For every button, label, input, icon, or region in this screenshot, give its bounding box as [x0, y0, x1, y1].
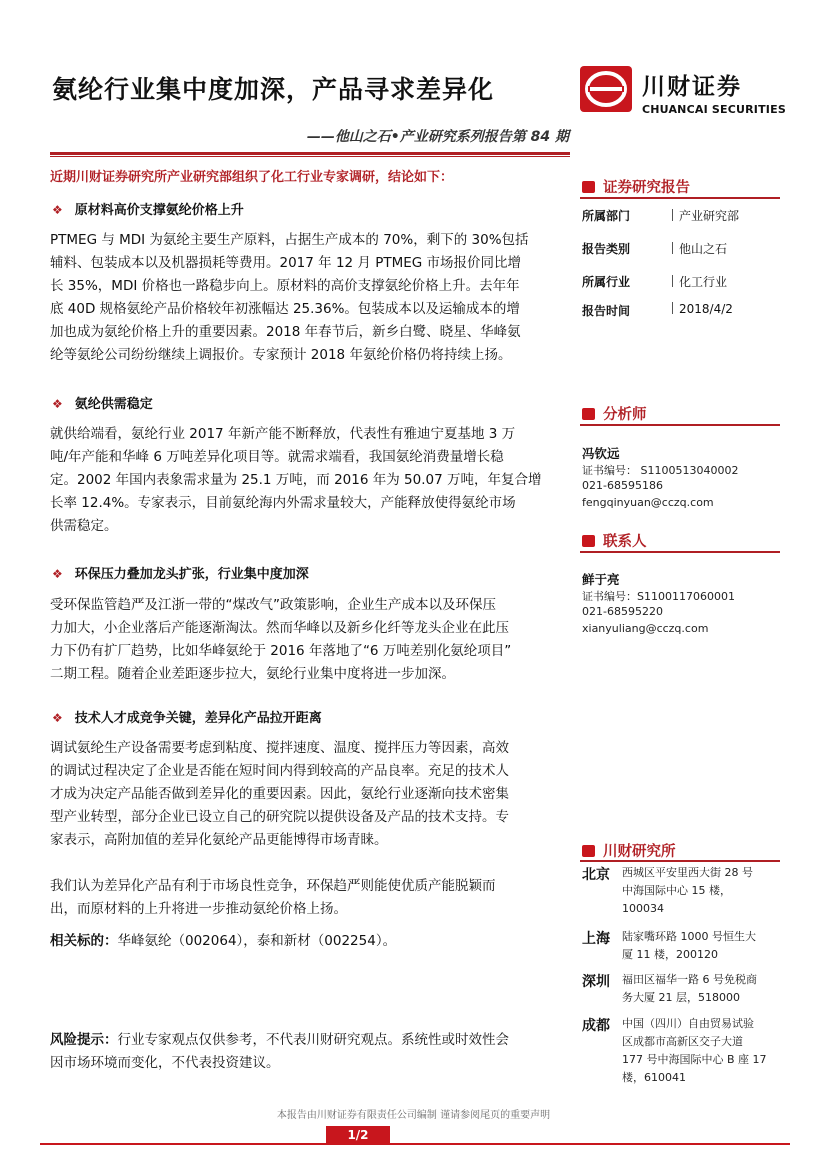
office-address: 福田区福华一路 6 号免税商 务大厦 21 层，518000: [622, 973, 757, 1004]
square-bullet-icon: [582, 181, 595, 193]
footer-disclaimer: 本报告由川财证券有限责任公司编制 谨请参阅尾页的重要声明: [276, 1110, 551, 1121]
meta-value: 2018/4/2: [672, 302, 733, 316]
contact-cert: 证书编号：S1100117060001: [582, 590, 735, 603]
meta-value: 他山之石: [672, 240, 727, 257]
sidebar-divider: [580, 424, 780, 426]
sidebar-divider: [580, 197, 780, 199]
related-stocks: 相关标的：华峰氨纶（002064），泰和新材（002254）。: [50, 933, 397, 949]
diamond-icon: ❖: [52, 203, 63, 217]
square-bullet-icon: [582, 408, 595, 420]
office-city: 深圳: [582, 974, 610, 990]
office-address: 西城区平安里西大街 28 号 中海国际中心 15 楼， 100034: [622, 866, 753, 915]
analyst-cert: 证书编号： S1100513040002: [582, 464, 739, 477]
sidebar-analyst-heading: 分析师: [582, 403, 647, 424]
sidebar-contact-heading: 联系人: [582, 530, 647, 551]
contact-name: 鲜于亮: [582, 572, 620, 587]
sidebar-institute-heading: 川财研究所: [582, 840, 676, 861]
meta-value: 产业研究部: [672, 207, 739, 224]
section-body-3: 受环保监管趋严及江浙一带的“煤改气”政策影响，企业生产成本以及环保压 力加大，小企业落后产能逐渐淘汰。然而华峰以及新乡化纤等龙头企业在此压 力下仍有扩厂趋势，比如华峰氨纶于 2016 年落地了“6 万吨差别化氨纶项目” 二期工程。随着企业差距逐步拉大，氨纶行业集中度将进一步加深。: [50, 597, 512, 682]
risk-warning: 风险提示：行业专家观点仅供参考，不代表川财研究观点。系统性或时效性会 因市场环境而变化，不代表投资建议。: [50, 1032, 509, 1071]
section-heading-2: ❖ 氨纶供需稳定: [52, 397, 153, 412]
square-bullet-icon: [582, 845, 595, 857]
section-body-4: 调试氨纶生产设备需要考虑到粘度、搅拌速度、温度、搅拌压力等因素，高效 的调试过程决定了企业是否能在短时间内得到较高的产品良率。充足的技术人 才成为决定产品能否做到差异化的重要因素。因此，氨纶行业逐渐向技术密集 型产业转型，部分企业已设立自己的研究院以提供设备及产品的技术支持。专 家表示，高附加值的差异化氨纶产品更能博得市场青睐。: [50, 740, 509, 848]
contact-email[interactable]: xianyuliang@cczq.com: [582, 622, 709, 635]
office-address: 中国（四川）自由贸易试验 区成都市高新区交子大道 177 号中海国际中心 B 座 17 楼，610041: [622, 1017, 767, 1084]
office-city: 上海: [582, 931, 610, 947]
header-divider: [50, 152, 570, 155]
brand-name-en: CHUANCAI SECURITIES: [642, 103, 786, 116]
meta-key: 报告类别: [582, 242, 631, 256]
section-body-1: PTMEG 与 MDI 为氨纶主要生产原料，占据生产成本的 70%，剩下的 30%包括 辅料、包装成本以及机器损耗等费用。2017 年 12 月 PTMEG 市场报价同比增 长 35%，MDI 价格也一路稳步向上。原材料的高价支撑氨纶价格上升。去年年 底 40D 规格氨纶产品价格较年初涨幅达 25.36%。包装成本以及运输成本的增 加也成为氨纶价格上升的重要因素。2018 年春节后，新乡白鹭、晓星、华峰氨 纶等氨纶公司纷纷继续上调报价。专家预计 2018 年氨纶价格仍将持续上扬。: [50, 232, 529, 363]
meta-value: 化工行业: [672, 273, 727, 290]
page-number: 1/2: [326, 1126, 390, 1144]
office-city: 成都: [582, 1018, 610, 1034]
office-address: 陆家嘴环路 1000 号恒生大 厦 11 楼，200120: [622, 930, 756, 961]
footer-divider: [40, 1143, 790, 1145]
contact-phone: 021-68595220: [582, 605, 663, 618]
analyst-email[interactable]: fengqinyuan@cczq.com: [582, 496, 714, 509]
analyst-name: 冯钦远: [582, 446, 620, 461]
sidebar-divider: [580, 551, 780, 553]
conclusion-text: 我们认为差异化产品有利于市场良性竞争，环保趋严则能使优质产能脱颖而 出，而原材料的上升将进一步推动氨纶价格上扬。: [50, 878, 496, 917]
meta-key: 所属部门: [582, 209, 631, 223]
section-heading-1: ❖ 原材料高价支撑氨纶价格上升: [52, 203, 244, 218]
meta-key: 所属行业: [582, 275, 631, 289]
section-heading-3: ❖ 环保压力叠加龙头扩张，行业集中度加深: [52, 567, 309, 582]
header-divider-thin: [50, 156, 570, 157]
diamond-icon: ❖: [52, 397, 63, 411]
brand-logo-icon: [580, 66, 632, 112]
page-title: 氨纶行业集中度加深，产品寻求差异化: [52, 75, 495, 104]
sidebar-divider: [580, 860, 780, 862]
page-subtitle: ——他山之石•产业研究系列报告第 84 期: [306, 129, 569, 145]
square-bullet-icon: [582, 535, 595, 547]
brand-name: 川财证券: [642, 74, 742, 100]
section-body-2: 就供给端看，氨纶行业 2017 年新产能不断释放，代表性有雅迪宁夏基地 3 万 吨/年产能和华峰 6 万吨差异化项目等。就需求端看，我国氨纶消费量增长稳 定。2002 年国内表象需求量为 25.1 万吨，而 2016 年为 50.07 万吨，年复合增 长率 12.4%。专家表示，目前氨纶海内外需求量较大，产能释放使得氨纶市场 供需稳定。: [50, 426, 542, 534]
section-heading-4: ❖ 技术人才成竞争关键，差异化产品拉开距离: [52, 711, 322, 726]
office-city: 北京: [582, 867, 610, 883]
intro-text: 近期川财证券研究所产业研究部组织了化工行业专家调研，结论如下：: [50, 170, 454, 185]
analyst-phone: 021-68595186: [582, 479, 663, 492]
sidebar-report-heading: 证券研究报告: [582, 176, 690, 197]
diamond-icon: ❖: [52, 711, 63, 725]
meta-key: 报告时间: [582, 304, 631, 318]
diamond-icon: ❖: [52, 567, 63, 581]
